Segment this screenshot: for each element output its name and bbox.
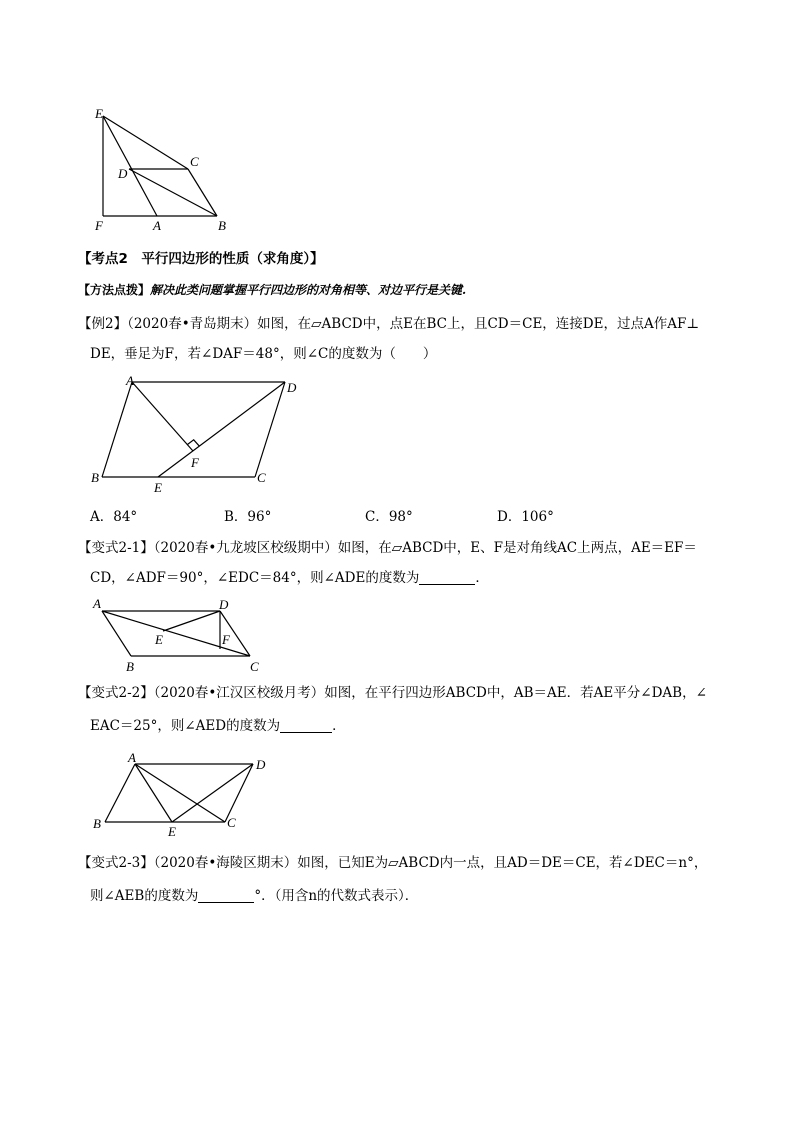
fig2-label-b: B <box>91 470 99 485</box>
fig2-label-d: D <box>287 380 297 395</box>
section-heading: 【考点2 平行四边形的性质（求角度）】 <box>78 251 324 267</box>
fig1-label-d: D <box>118 166 128 181</box>
variant22-line2 <box>90 716 734 736</box>
variant21-line2-end: ． <box>475 570 489 586</box>
fig3-label-e: E <box>155 632 163 647</box>
answer-blank-21[interactable] <box>419 570 475 585</box>
example2-choices <box>90 505 610 525</box>
fig3-label-a: A <box>93 596 101 611</box>
answer-blank-23[interactable] <box>198 888 254 903</box>
fig4-label-e: E <box>168 824 176 839</box>
method-tip-label: 【方法点拨】 <box>78 283 151 297</box>
variant22-line2-end: ． <box>332 718 346 734</box>
method-tip <box>78 280 734 300</box>
variant22-line2-text: EAC＝25°，则∠AED的度数为 <box>90 718 281 734</box>
figure-1-geometry <box>85 100 245 235</box>
figure-3-geometry <box>88 596 273 676</box>
fig2-label-e: E <box>154 480 162 495</box>
figure-2-geometry <box>85 372 315 497</box>
variant21-line1: 【变式2-1】（2020春•九龙坡区校级期中）如图，在▱ABCD中，E、F是对角线AC上两点，AE＝EF＝ <box>78 540 697 556</box>
fig3-label-f: F <box>222 632 230 647</box>
variant22-line1: 【变式2-2】（2020春•江汉区校级月考）如图，在平行四边形ABCD中，AB＝AE．若AE平分∠DAB，∠ <box>78 685 707 701</box>
fig4-label-b: B <box>93 816 101 831</box>
example2-line1: 【例2】（2020春•青岛期末）如图，在▱ABCD中，点E在BC上，且CD＝CE，连接DE，过点A作AF⊥ <box>78 316 700 332</box>
fig1-label-c: C <box>190 154 199 169</box>
figure-4-geometry <box>88 748 278 840</box>
variant21-line2-text: CD，∠ADF＝90°，∠EDC＝84°，则∠ADE的度数为 <box>90 570 420 586</box>
fig1-label-e: E <box>95 106 103 121</box>
fig1-label-f: F <box>95 218 103 233</box>
fig2-label-c: C <box>257 470 266 485</box>
variant21-line2 <box>90 568 734 588</box>
choice-d[interactable]: D．106° <box>497 509 554 525</box>
example2-line2: DE，垂足为F，若∠DAF＝48°，则∠C的度数为（ ） <box>90 346 437 362</box>
variant23-line2-text: 则∠AEB的度数为 <box>90 888 199 904</box>
fig2-label-f: F <box>191 455 199 470</box>
fig4-label-c: C <box>227 815 236 830</box>
variant23-line1: 【变式2-3】（2020春•海陵区期末）如图，已知E为▱ABCD内一点，且AD＝DE＝CE，若∠DEC＝n°， <box>78 855 708 871</box>
fig1-label-b: B <box>218 218 226 233</box>
choice-b[interactable]: B．96° <box>224 509 272 525</box>
answer-blank-22[interactable] <box>280 718 332 733</box>
choice-a[interactable]: A．84° <box>90 509 138 525</box>
fig1-label-a: A <box>153 218 161 233</box>
fig3-label-c: C <box>250 659 259 674</box>
fig4-label-d: D <box>256 757 266 772</box>
variant23-line2-end: °．（用含n的代数式表示）． <box>254 888 419 904</box>
fig3-label-d: D <box>219 597 229 612</box>
method-tip-text: 解决此类问题掌握平行四边形的对角相等、对边平行是关键. <box>150 283 467 297</box>
variant23-line2 <box>90 886 734 906</box>
fig2-label-a: A <box>126 373 134 388</box>
fig4-label-a: A <box>128 750 136 765</box>
fig3-label-b: B <box>126 659 134 674</box>
choice-c[interactable]: C．98° <box>365 509 413 525</box>
